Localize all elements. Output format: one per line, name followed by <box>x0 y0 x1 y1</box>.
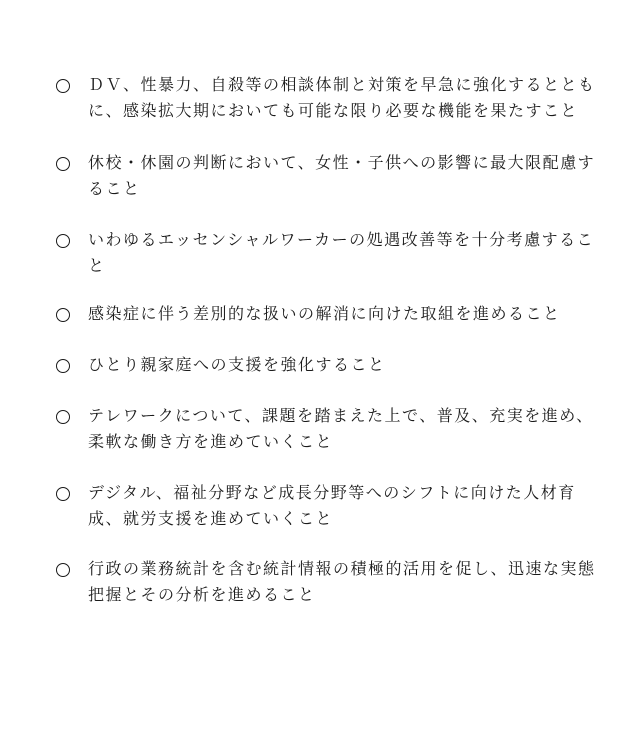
list-item <box>56 154 596 202</box>
list-item <box>56 560 596 608</box>
circle-bullet-icon <box>56 563 70 577</box>
list-item <box>56 76 596 124</box>
circle-bullet-icon <box>56 410 70 424</box>
list-item-text: テレワークについて、課題を踏まえた上で、普及、充実を進め、柔軟な働き方を進めていくこと <box>88 406 594 451</box>
list-item-text: 休校・休園の判断において、女性・子供への影響に最大限配慮すること <box>88 153 596 198</box>
list-item-text: いわゆるエッセンシャルワーカーの処遇改善等を十分考慮すること <box>88 230 595 275</box>
circle-bullet-icon <box>56 487 70 501</box>
list-item-text: ひとり親家庭への支援を強化すること <box>88 355 386 374</box>
circle-bullet-icon <box>56 359 70 373</box>
list-item <box>56 484 596 532</box>
list-item-text: ＤＶ、性暴力、自殺等の相談体制と対策を早急に強化するとともに、感染拡大期においても可能な限り必要な機能を果たすこと <box>88 75 596 120</box>
list-item-text: 感染症に伴う差別的な扱いの解消に向けた取組を進めること <box>88 304 561 323</box>
list-item-text: デジタル、福祉分野など成長分野等へのシフトに向けた人材育成、就労支援を進めていくこと <box>88 483 576 528</box>
circle-bullet-icon <box>56 157 70 171</box>
list-item <box>56 231 596 279</box>
list-item <box>56 305 596 327</box>
list-item <box>56 407 596 455</box>
list-item-text: 行政の業務統計を含む統計情報の積極的活用を促し、迅速な実態把握とその分析を進めること <box>88 559 596 604</box>
list-item <box>56 356 596 378</box>
circle-bullet-icon <box>56 308 70 322</box>
circle-bullet-icon <box>56 79 70 93</box>
circle-bullet-icon <box>56 234 70 248</box>
